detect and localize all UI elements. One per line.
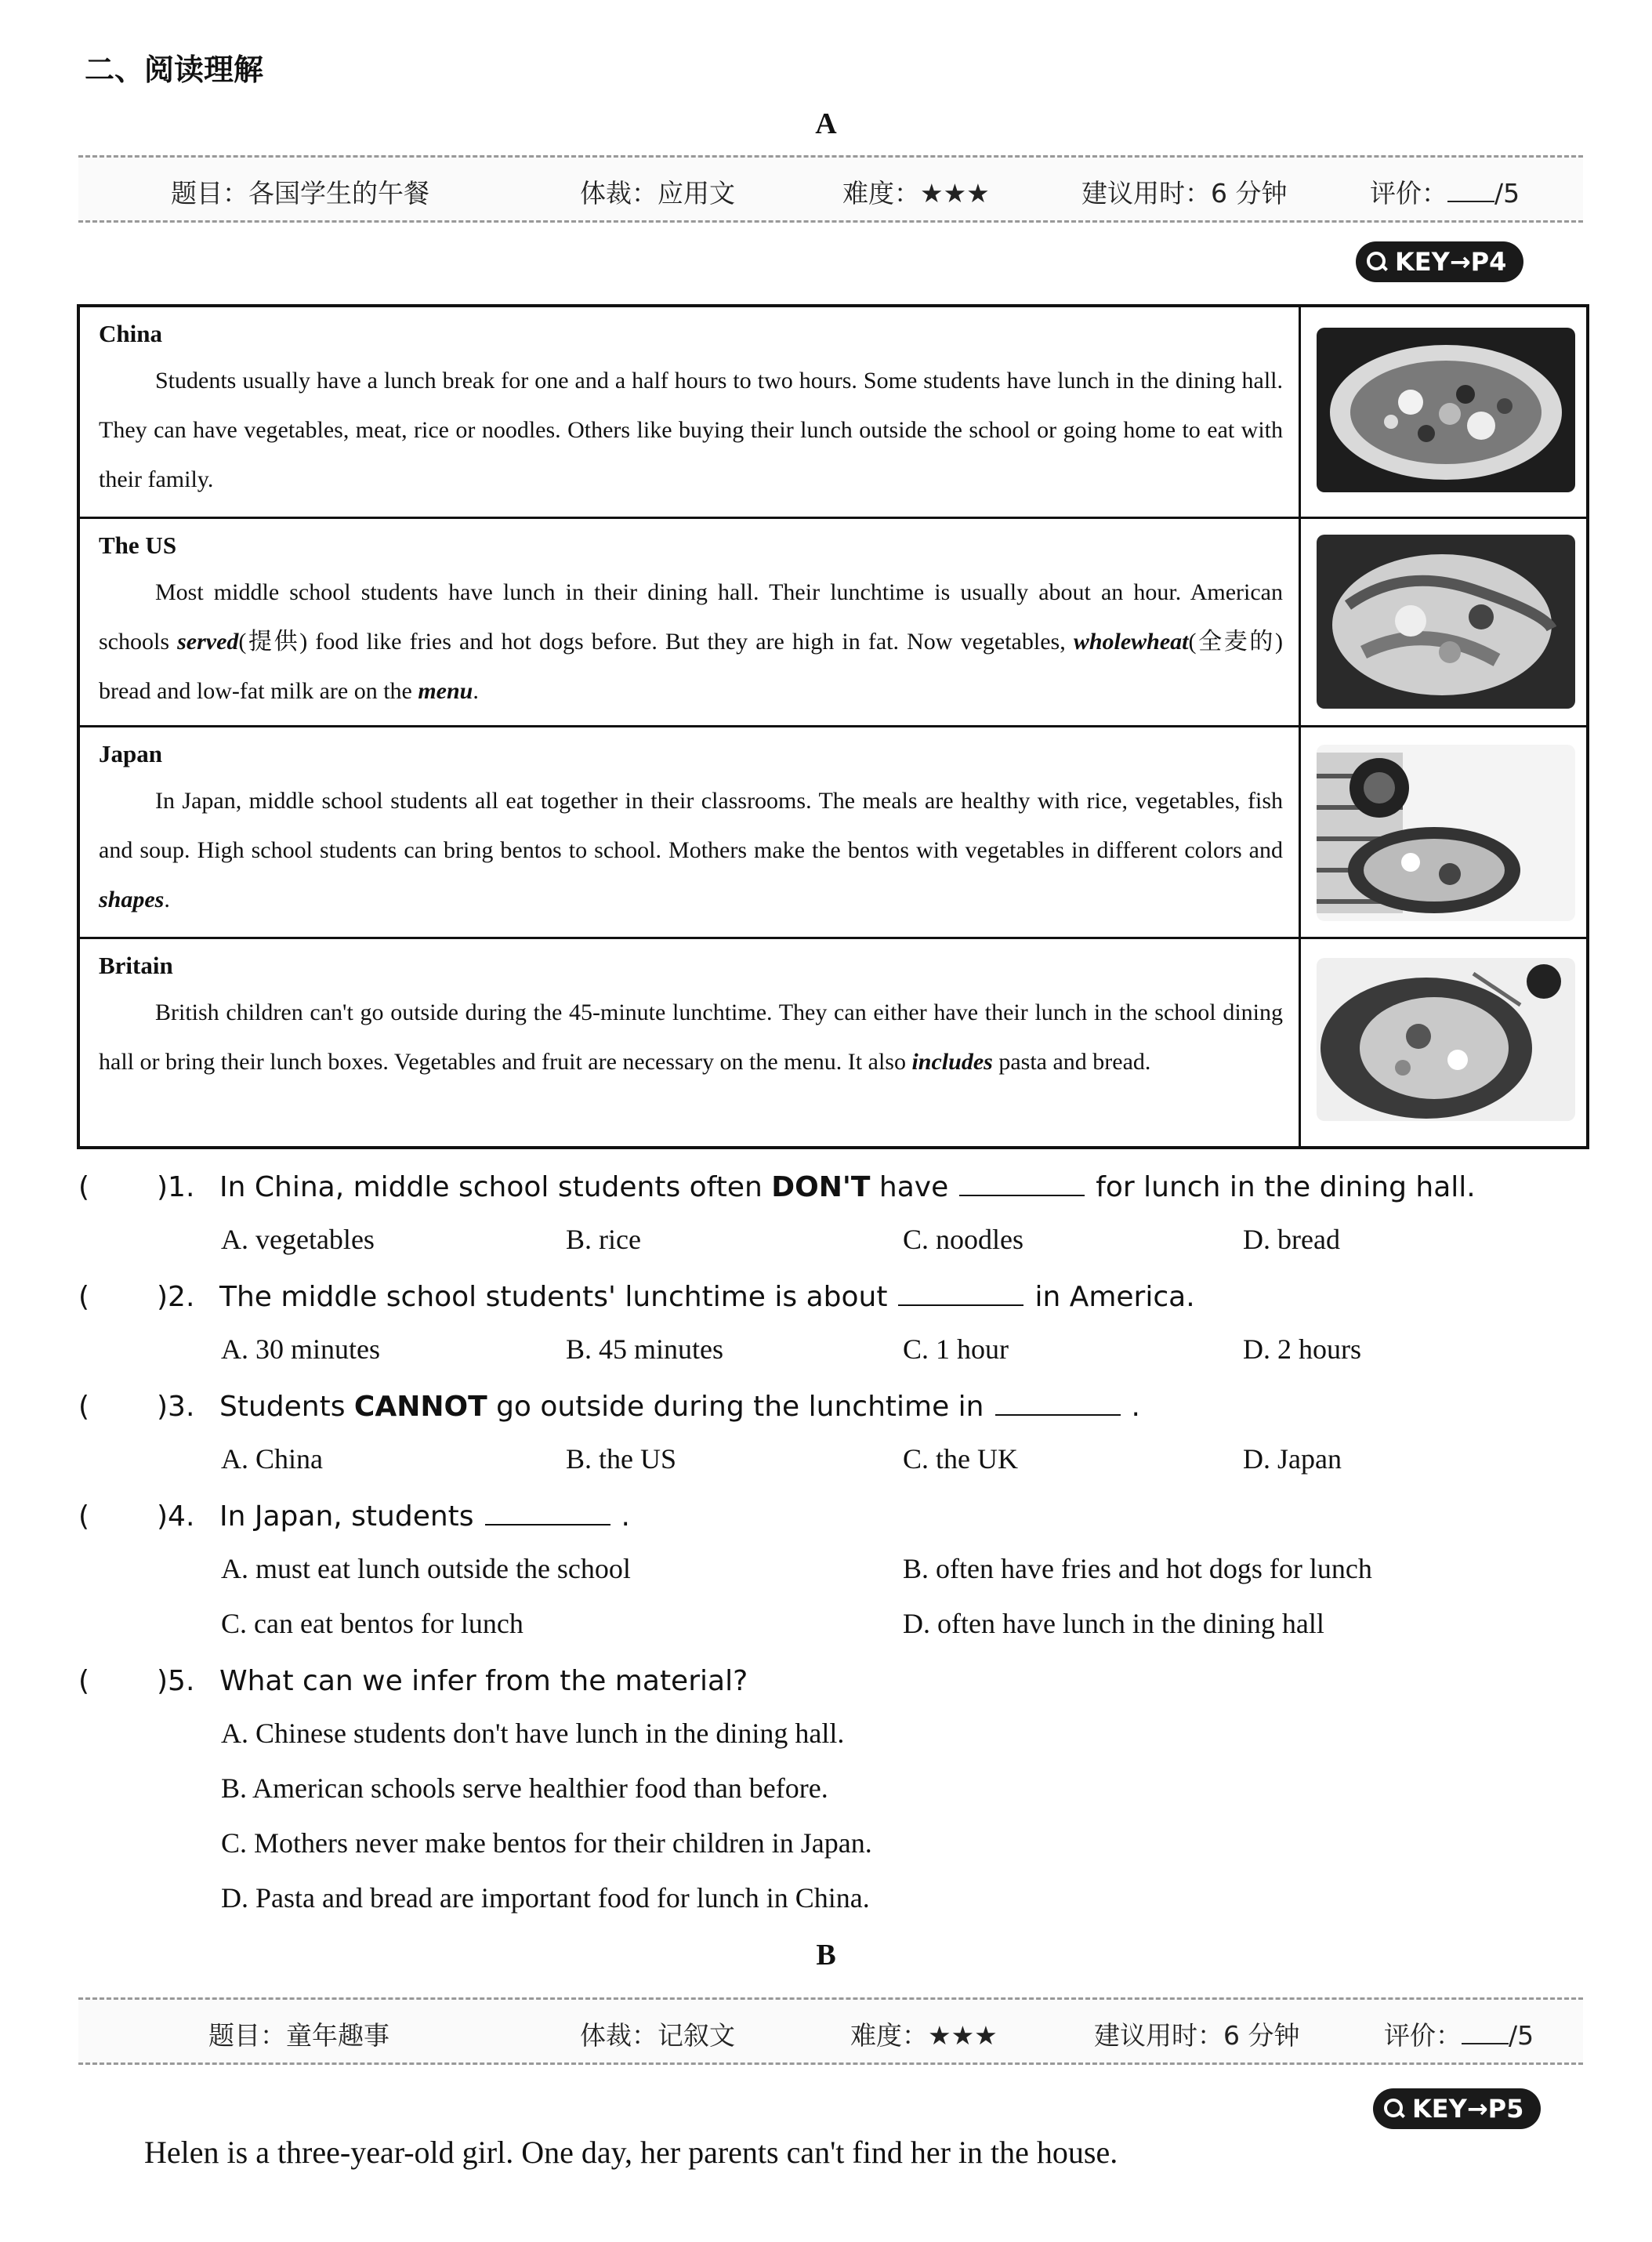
answer-paren[interactable]: ( xyxy=(78,1391,90,1423)
answer-paren[interactable]: ( xyxy=(78,1281,90,1313)
option-d[interactable]: D. Japan xyxy=(1243,1443,1342,1475)
question-stem: The middle school students' lunchtime is about in America. xyxy=(219,1281,1195,1313)
answer-blank xyxy=(959,1171,1085,1196)
part-b-info-bar xyxy=(78,1997,1583,2065)
country-name: Britain xyxy=(99,952,173,979)
magnifier-icon xyxy=(1367,252,1387,272)
question-5-option-d-row xyxy=(78,1874,1599,1928)
score-label: 评价： xyxy=(1370,178,1447,209)
question-number: )3. xyxy=(157,1391,195,1423)
question-number: )5. xyxy=(157,1665,195,1697)
story-b-text: Helen is a three-year-old girl. One day, her parents can't find her in the house. xyxy=(144,2135,1118,2170)
answer-paren[interactable]: ( xyxy=(78,1665,90,1697)
option-a[interactable]: A. 30 minutes xyxy=(221,1333,380,1365)
magnifier-icon xyxy=(1384,2099,1404,2119)
option-a[interactable]: A. vegetables xyxy=(221,1224,375,1255)
option-b[interactable]: B. rice xyxy=(566,1224,641,1255)
key-tag-a xyxy=(1356,241,1523,282)
difficulty-label: 难度：★★★ xyxy=(842,178,990,209)
score-total: /5 xyxy=(1509,2020,1534,2051)
question-5 xyxy=(78,1654,1599,1709)
time-label: 建议用时：6 分钟 xyxy=(1081,178,1288,209)
score-total: /5 xyxy=(1494,178,1520,209)
option-d[interactable]: D. bread xyxy=(1243,1224,1340,1255)
question-4-options-row1 xyxy=(78,1544,1599,1599)
option-b[interactable]: B. 45 minutes xyxy=(566,1333,724,1365)
option-a[interactable]: A. China xyxy=(221,1443,323,1475)
question-5-option-b-row xyxy=(78,1764,1599,1819)
question-number: )2. xyxy=(157,1281,195,1313)
topic-label: 题目：各国学生的午餐 xyxy=(171,178,429,209)
table-row-china xyxy=(80,307,1586,519)
difficulty-label: 难度：★★★ xyxy=(850,2020,998,2051)
genre-label: 体裁：记叙文 xyxy=(580,2020,735,2051)
table-row-us xyxy=(80,519,1586,727)
question-stem: In China, middle school students often DON'T have for lunch in the dining hall. xyxy=(219,1171,1476,1203)
key-tag-label: KEY→P4 xyxy=(1395,247,1507,277)
time-label: 建议用时：6 分钟 xyxy=(1094,2020,1300,2051)
question-4 xyxy=(78,1489,1599,1544)
answer-blank xyxy=(995,1391,1121,1416)
question-3-options xyxy=(78,1435,1599,1489)
question-3 xyxy=(78,1380,1599,1435)
question-stem: What can we infer from the material? xyxy=(219,1665,748,1697)
country-description: Most middle school students have lunch in their dining hall. Their lunchtime is usually about an hour. American schools served(提供) food like fries and hot dogs before. But they are high in fat. Now vegetables, wholewheat(全麦的) bread and low-fat milk are on the menu. xyxy=(99,579,1284,704)
japan-lunch-photo xyxy=(1317,745,1575,921)
answer-blank xyxy=(898,1281,1023,1306)
genre-label: 体裁：应用文 xyxy=(580,178,735,209)
answer-paren[interactable]: ( xyxy=(78,1171,90,1203)
china-lunch-photo xyxy=(1317,328,1575,492)
option-b[interactable]: B. the US xyxy=(566,1443,677,1475)
question-4-options-row2 xyxy=(78,1599,1599,1654)
countries-table xyxy=(77,304,1589,1149)
part-a-letter: A xyxy=(815,107,837,140)
option-d[interactable]: D. Pasta and bread are important food for lunch in China. xyxy=(221,1882,870,1914)
option-a[interactable]: A. must eat lunch outside the school xyxy=(221,1553,631,1584)
question-5-option-a-row xyxy=(78,1709,1599,1764)
option-b[interactable]: B. often have fries and hot dogs for lunch xyxy=(903,1553,1372,1584)
country-name: Japan xyxy=(99,740,162,767)
key-tag-b xyxy=(1373,2088,1541,2129)
country-name: China xyxy=(99,320,162,347)
answer-paren[interactable]: ( xyxy=(78,1500,90,1533)
option-c[interactable]: C. noodles xyxy=(903,1224,1024,1255)
question-1-options xyxy=(78,1215,1599,1270)
option-d[interactable]: D. 2 hours xyxy=(1243,1333,1361,1365)
option-c[interactable]: C. can eat bentos for lunch xyxy=(221,1608,523,1639)
country-name: The US xyxy=(99,531,177,559)
table-row-britain xyxy=(80,939,1586,1146)
table-row-japan xyxy=(80,727,1586,939)
key-tag-label: KEY→P5 xyxy=(1412,2094,1524,2124)
option-c[interactable]: C. the UK xyxy=(903,1443,1018,1475)
question-2 xyxy=(78,1270,1599,1325)
question-2-options xyxy=(78,1325,1599,1380)
score-field xyxy=(1384,2015,1534,2052)
option-b[interactable]: B. American schools serve healthier food than before. xyxy=(221,1772,828,1804)
option-d[interactable]: D. often have lunch in the dining hall xyxy=(903,1608,1324,1639)
score-field xyxy=(1370,173,1520,210)
question-number: )1. xyxy=(157,1171,195,1203)
us-lunch-photo xyxy=(1317,535,1575,709)
question-stem: In Japan, students . xyxy=(219,1500,630,1533)
topic-label: 题目：童年趣事 xyxy=(208,2020,389,2051)
option-a[interactable]: A. Chinese students don't have lunch in the dining hall. xyxy=(221,1718,845,1749)
country-description: In Japan, middle school students all eat together in their classrooms. The meals are healthy with rice, vegetables, fish and soup. High school students can bring bentos to school. Mothers make the bentos with vegetables in different colors and shapes. xyxy=(99,788,1283,912)
question-stem: Students CANNOT go outside during the lunchtime in . xyxy=(219,1391,1140,1423)
country-description: Students usually have a lunch break for one and a half hours to two hours. Some students have lunch in the dining hall. They can have vegetables, meat, rice or noodles. Others like buying their lunch outside the school or going home to eat with their family. xyxy=(99,368,1283,492)
answer-blank xyxy=(485,1500,610,1526)
part-b-letter: B xyxy=(816,1939,836,1972)
option-c[interactable]: C. 1 hour xyxy=(903,1333,1009,1365)
question-number: )4. xyxy=(157,1500,195,1533)
britain-lunch-photo xyxy=(1317,958,1575,1121)
option-c[interactable]: C. Mothers never make bentos for their children in Japan. xyxy=(221,1827,872,1859)
score-label: 评价： xyxy=(1384,2020,1462,2051)
question-5-option-c-row xyxy=(78,1819,1599,1874)
section-heading: 二、阅读理解 xyxy=(85,53,264,87)
country-description: British children can't go outside during the 45-minute lunchtime. They can either have their lunch in the school dining hall or bring their lunch boxes. Vegetables and fruit are necessary on the menu. It also includes pasta and bread. xyxy=(99,999,1283,1075)
questions-list xyxy=(78,1160,1599,1928)
question-1 xyxy=(78,1160,1599,1215)
part-a-info-bar xyxy=(78,155,1583,223)
